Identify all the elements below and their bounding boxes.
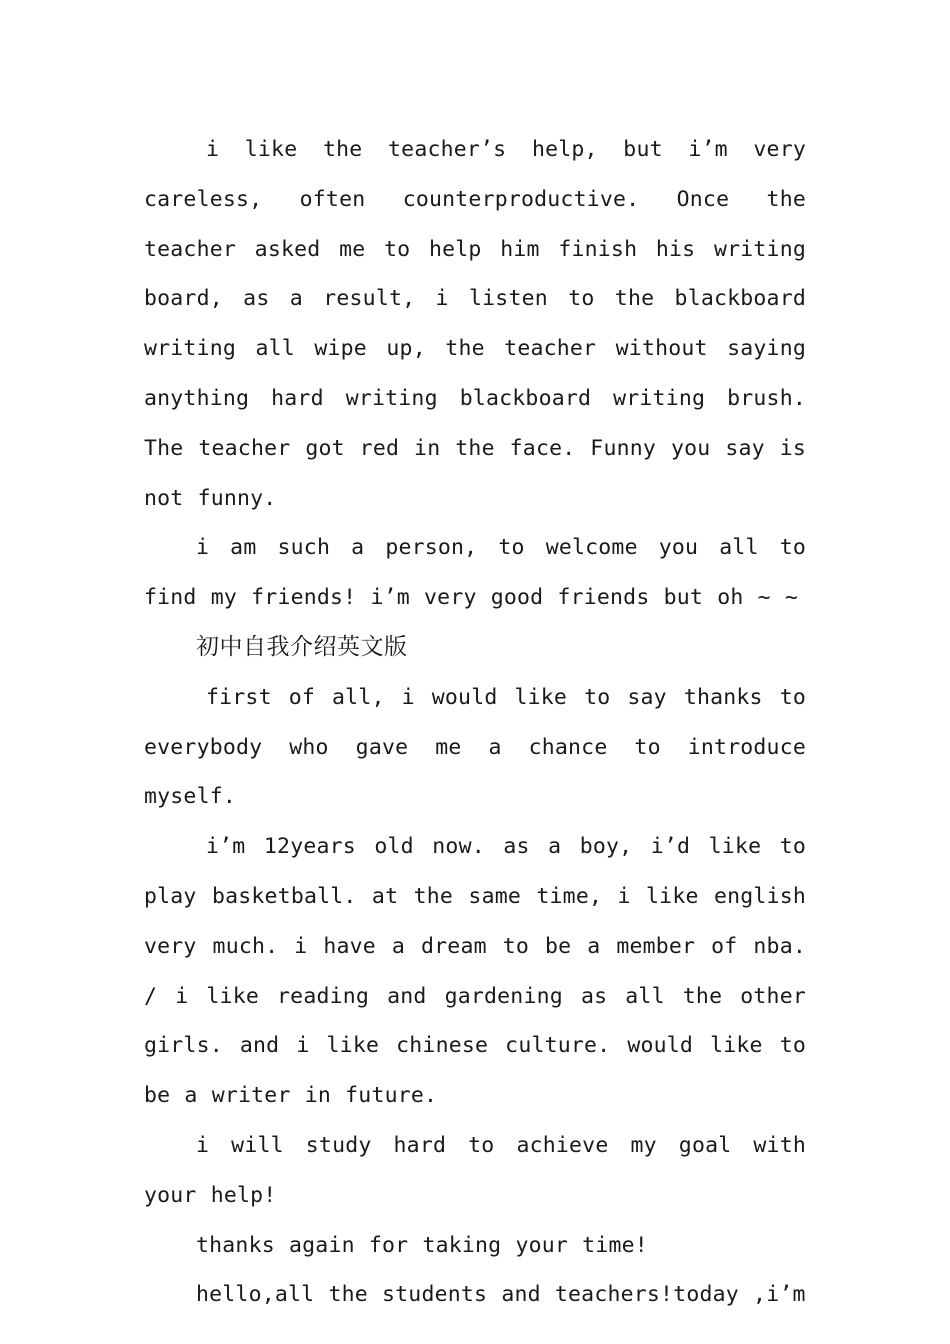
paragraph-study-hard: i will study hard to achieve my goal with your help!	[144, 1132, 806, 1208]
section-heading: 初中自我介绍英文版	[196, 633, 408, 660]
paragraph-teacher-help: i like the teacher’s help, but i’m very careless, often counterproductive. Once the teacher asked me to help him finish his writing board, as a result, i listen to the blackboard writing all wipe up, the teacher without saying anything hard writing blackboard writing brush. The teacher got red in the face. Funny you say is not funny.	[144, 137, 806, 511]
paragraph-age-hobbies: i’m 12years old now. as a boy, i’d like to play basketball. at the same time, i like english very much. i have a dream to be a member of nba. / i like reading and gardening as all the other girls. and i like chinese culture. would like to be a writer in future.	[144, 834, 806, 1109]
paragraph-hello: hello,all the students and teachers!today ,i’m	[196, 1282, 806, 1308]
paragraph-such-a-person: i am such a person, to welcome you all to find my friends! i’m very good friends but oh ~ ~	[144, 535, 806, 611]
paragraph-thanks-again: thanks again for taking your time!	[196, 1232, 648, 1258]
paragraph-first-of-all: first of all, i would like to say thanks to everybody who gave me a chance to introduce myself.	[144, 684, 806, 810]
document-body	[144, 125, 806, 1320]
